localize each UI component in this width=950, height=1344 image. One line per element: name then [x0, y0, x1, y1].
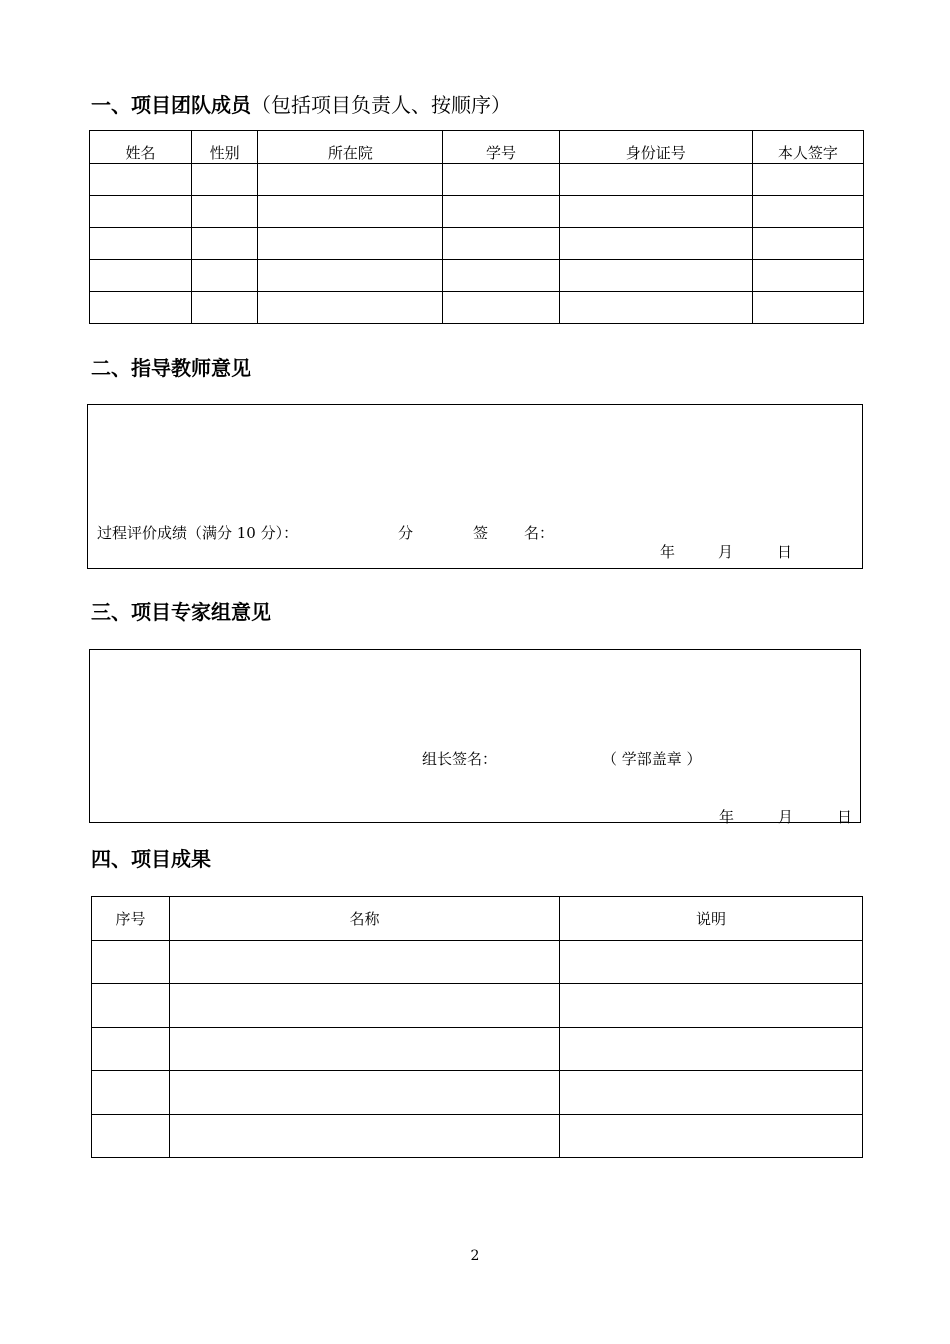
cell[interactable]	[92, 1028, 170, 1071]
advisor-year: 年	[660, 543, 676, 561]
cell[interactable]	[560, 941, 863, 984]
cell[interactable]	[258, 196, 443, 228]
table-row	[90, 292, 864, 324]
advisor-day: 日	[777, 543, 793, 561]
experts-day: 日	[837, 808, 853, 826]
table-row	[90, 260, 864, 292]
cell[interactable]	[90, 228, 192, 260]
members-header-row	[90, 131, 864, 164]
cell[interactable]	[752, 228, 863, 260]
cell[interactable]	[443, 260, 559, 292]
cell[interactable]	[752, 292, 863, 324]
sign-label-2: 名：	[524, 524, 555, 542]
cell[interactable]	[258, 228, 443, 260]
cell[interactable]	[560, 1028, 863, 1071]
score-label: 过程评价成绩（满分 10 分）：	[97, 524, 299, 542]
col-signature: 本人签字	[752, 131, 863, 164]
results-table	[91, 896, 863, 1158]
score-unit: 分	[398, 524, 414, 542]
cell[interactable]	[170, 1115, 560, 1158]
cell[interactable]	[192, 292, 258, 324]
cell[interactable]	[92, 1071, 170, 1115]
cell[interactable]	[752, 164, 863, 196]
page-number: 2	[470, 1248, 480, 1264]
advisor-section-title: 二、指导教师意见	[91, 356, 251, 380]
cell[interactable]	[559, 292, 752, 324]
cell[interactable]	[92, 1115, 170, 1158]
cell[interactable]	[258, 260, 443, 292]
results-section-title: 四、项目成果	[91, 847, 211, 871]
advisor-opinion-box[interactable]	[87, 404, 863, 569]
cell[interactable]	[92, 984, 170, 1028]
cell[interactable]	[258, 292, 443, 324]
col-college: 所在院	[258, 131, 443, 164]
col-name: 姓名	[90, 131, 192, 164]
col-description: 说明	[560, 897, 863, 941]
cell[interactable]	[443, 228, 559, 260]
cell[interactable]	[90, 292, 192, 324]
cell[interactable]	[559, 196, 752, 228]
members-section-title	[91, 93, 511, 117]
sign-label-1: 签	[473, 524, 489, 542]
members-note: （包括项目负责人、按顺序）	[251, 93, 511, 117]
col-index: 序号	[92, 897, 170, 941]
cell[interactable]	[192, 260, 258, 292]
cell[interactable]	[170, 984, 560, 1028]
cell[interactable]	[560, 1115, 863, 1158]
col-gender: 性别	[192, 131, 258, 164]
table-row	[92, 1071, 863, 1115]
cell[interactable]	[90, 164, 192, 196]
table-row	[90, 228, 864, 260]
cell[interactable]	[443, 164, 559, 196]
cell[interactable]	[559, 228, 752, 260]
cell[interactable]	[559, 260, 752, 292]
table-row	[90, 196, 864, 228]
col-title: 名称	[170, 897, 560, 941]
table-row	[92, 984, 863, 1028]
cell[interactable]	[90, 260, 192, 292]
cell[interactable]	[258, 164, 443, 196]
cell[interactable]	[752, 196, 863, 228]
department-stamp: （ 学部盖章 ）	[602, 750, 702, 768]
cell[interactable]	[559, 164, 752, 196]
cell[interactable]	[192, 196, 258, 228]
experts-year: 年	[719, 808, 735, 826]
cell[interactable]	[752, 260, 863, 292]
cell[interactable]	[90, 196, 192, 228]
experts-month: 月	[778, 808, 794, 826]
table-row	[92, 941, 863, 984]
cell[interactable]	[170, 941, 560, 984]
cell[interactable]	[192, 228, 258, 260]
cell[interactable]	[192, 164, 258, 196]
cell[interactable]	[560, 984, 863, 1028]
cell[interactable]	[560, 1071, 863, 1115]
leader-sign-label: 组长签名：	[422, 750, 498, 768]
results-header-row	[92, 897, 863, 941]
advisor-month: 月	[718, 543, 734, 561]
table-row	[90, 164, 864, 196]
cell[interactable]	[443, 196, 559, 228]
col-student-id: 学号	[443, 131, 559, 164]
cell[interactable]	[92, 941, 170, 984]
col-id-number: 身份证号	[559, 131, 752, 164]
table-row	[92, 1028, 863, 1071]
members-title: 一、项目团队成员	[91, 93, 251, 117]
table-row	[92, 1115, 863, 1158]
cell[interactable]	[170, 1028, 560, 1071]
cell[interactable]	[170, 1071, 560, 1115]
experts-opinion-box[interactable]	[89, 649, 861, 826]
cell[interactable]	[443, 292, 559, 324]
experts-section-title: 三、项目专家组意见	[91, 600, 271, 624]
members-table	[89, 130, 864, 324]
